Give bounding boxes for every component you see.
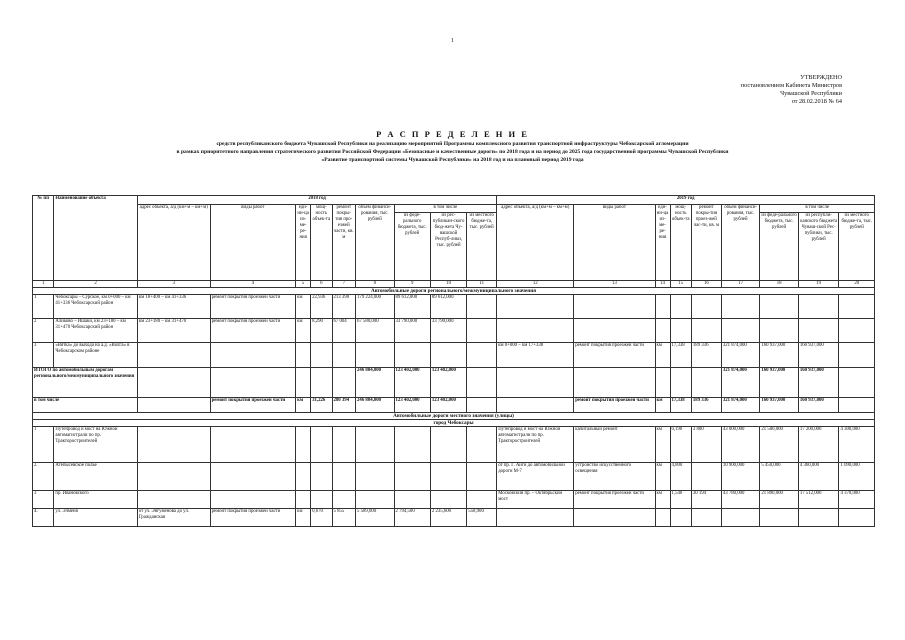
table-cell — [497, 368, 574, 398]
table-cell: пр. Ивановского — [54, 491, 137, 509]
table-cell: 321 874,000 — [721, 343, 760, 368]
column-number: 2 — [54, 281, 137, 288]
table-cell: 123 402,000 — [394, 368, 430, 398]
table-cell: км — [655, 463, 670, 491]
table-cell — [332, 491, 356, 509]
table-cell: 1,540 — [670, 491, 691, 509]
table-cell — [311, 427, 332, 463]
table-cell: 1 090,000 — [839, 463, 875, 491]
table-cell: 1 — [33, 427, 54, 463]
table-cell — [311, 343, 332, 368]
column-number: 12 — [497, 281, 574, 288]
table-row — [33, 427, 875, 463]
table-cell — [137, 368, 210, 398]
table-cell: ремонт покрытия проезжей части — [210, 509, 296, 527]
table-cell: 123 402,000 — [394, 398, 430, 413]
table-cell — [721, 509, 760, 527]
table-cell — [655, 368, 670, 398]
table-cell — [210, 368, 296, 398]
table-cell — [137, 427, 210, 463]
approval-stamp — [692, 74, 842, 106]
column-number: 11 — [467, 281, 497, 288]
table-cell: км — [296, 319, 311, 343]
table-cell: ремонт покрытия проезжей части — [210, 295, 296, 319]
table-cell: Чебоксары – Сурское, км 0+000 – км 41+336 Чебоксарский район — [54, 295, 137, 319]
table-cell: 8,290 — [311, 319, 332, 343]
table-cell: 179 224,000 — [356, 295, 395, 319]
table-cell: 21 890,000 — [760, 491, 799, 509]
table-cell — [296, 491, 311, 509]
table-cell: 3 — [33, 491, 54, 509]
table-cell: от ул. Энгуменова до ул. Гражданская — [137, 509, 210, 527]
table-cell — [394, 343, 430, 368]
table-cell — [691, 463, 721, 491]
table-cell — [210, 491, 296, 509]
column-number-row — [33, 281, 875, 288]
table-cell — [467, 343, 497, 368]
table-cell: 3 800 — [691, 427, 721, 463]
table-cell — [497, 319, 574, 343]
column-number: 5 — [296, 281, 311, 288]
table-cell: 2 794,500 — [394, 509, 430, 527]
table-cell: 2 — [33, 319, 54, 343]
table-cell: от пр. Г. Айги до автомобильной дороги М-7 — [497, 463, 574, 491]
table-cell: км — [296, 295, 311, 319]
column-number: 18 — [760, 281, 799, 288]
table-cell — [332, 463, 356, 491]
column-number: 3 — [137, 281, 210, 288]
table-cell — [394, 463, 430, 491]
table-cell: 160 937,000 — [798, 398, 839, 413]
table-cell — [760, 319, 799, 343]
table-cell: км 18+400 – км 41+336 — [137, 295, 210, 319]
table-cell: 5 855 — [332, 509, 356, 527]
table-cell — [430, 463, 466, 491]
table-row — [33, 491, 875, 509]
approval-line-3: Чувашской Республики — [780, 90, 842, 97]
table-cell: км — [655, 491, 670, 509]
header-repair: ремонт покры-тия про-езжей части, кв. м — [332, 205, 356, 281]
approval-line-1: УТВЕРЖДЕНО — [800, 74, 842, 81]
table-cell: 17,338 — [670, 398, 691, 413]
header-federal-19: из феде-рального бюджета, тыс. рублей — [760, 213, 799, 281]
header-in-total-19: в том числе — [760, 205, 875, 213]
column-number: 4 — [210, 281, 296, 288]
table-cell: 4 300,000 — [839, 427, 875, 463]
header-address: адрес объекта, а/д (км+м – км+м) — [137, 205, 210, 281]
table-cell: 4. — [33, 509, 54, 527]
table-cell — [760, 295, 799, 319]
table-cell: 33 790,000 — [394, 319, 430, 343]
table-cell: 67 580,000 — [356, 319, 395, 343]
table-cell: 17 512,000 — [798, 491, 839, 509]
table-cell: км 23+180 – км 31+470 — [137, 319, 210, 343]
table-cell — [394, 427, 430, 463]
column-number: 6 — [311, 281, 332, 288]
table-cell: ремонт покрытия проезжей части — [574, 491, 655, 509]
header-republic: из рес-публикан-ского бюд-жета Чу-вашской Респуб-лики, тыс. рублей — [430, 213, 466, 281]
table-cell: 67 004 — [332, 319, 356, 343]
table-cell — [497, 295, 574, 319]
table-cell — [839, 295, 875, 319]
table-cell: 4 378,000 — [839, 491, 875, 509]
header-name: Наименование объекта — [54, 196, 137, 281]
header-volume-19: объем финанси-рования, тыс. рублей — [721, 205, 760, 281]
table-cell — [574, 509, 655, 527]
table-cell: Атепысевское полье — [54, 463, 137, 491]
table-cell — [311, 463, 332, 491]
section-local-roads: Автомобильные дороги местного значения (улицы) — [33, 413, 875, 420]
table-cell — [721, 295, 760, 319]
table-cell: ИТОГО по автомобильным дорогам регионального/межмуниципального значения — [33, 368, 138, 398]
header-power-19: мощ-ность объек-та — [670, 205, 691, 281]
table-cell: км 0+000 – км 17+338 — [497, 343, 574, 368]
table-cell — [210, 463, 296, 491]
table-cell: 246 804,000 — [356, 368, 395, 398]
table-cell: 22,936 — [311, 295, 332, 319]
header-works: виды работ — [210, 205, 296, 281]
table-cell — [721, 319, 760, 343]
table-cell: ремонт покрытия проезжей части — [574, 398, 655, 413]
table-cell: 21 500,000 — [760, 427, 799, 463]
table-cell — [670, 319, 691, 343]
header-address-19: адрес объекта, а/д (км+м – км+м) — [497, 205, 574, 281]
table-cell — [210, 343, 296, 368]
header-local-19: из местного бюдже-та, тыс. рублей — [839, 213, 875, 281]
table-cell: км — [655, 427, 670, 463]
header-num: № пп — [33, 196, 54, 281]
header-power: мощ-ность объек-та — [311, 205, 332, 281]
table-cell: 5 450,000 — [760, 463, 799, 491]
table-cell: 3 — [33, 343, 54, 368]
header-volume: объем финанси-рования, тыс. рублей — [356, 205, 395, 281]
distribution-table — [32, 195, 875, 527]
table-cell — [574, 319, 655, 343]
table-cell — [670, 295, 691, 319]
approval-line-2: постановлением Кабинета Министров — [740, 82, 842, 89]
table-cell: в том числе — [33, 398, 138, 413]
table-cell — [467, 427, 497, 463]
table-cell — [296, 343, 311, 368]
column-number: 7 — [332, 281, 356, 288]
table-cell: 43 780,000 — [721, 491, 760, 509]
header-works-19: виды работ — [574, 205, 655, 281]
table-cell — [655, 319, 670, 343]
table-cell — [839, 509, 875, 527]
table-cell: Путепровод и мост на Южной автомагистрали по пр. Тракторостроителей — [54, 427, 137, 463]
table-cell — [798, 295, 839, 319]
table-cell — [137, 491, 210, 509]
table-cell: 123 402,000 — [430, 368, 466, 398]
table-cell: 280 394 — [332, 398, 356, 413]
table-cell: 160 937,000 — [798, 343, 839, 368]
table-cell — [691, 295, 721, 319]
column-number: 8 — [356, 281, 395, 288]
table-cell — [839, 398, 875, 413]
table-cell — [467, 463, 497, 491]
table-cell — [467, 368, 497, 398]
table-cell — [670, 368, 691, 398]
table-cell: 33 790,000 — [430, 319, 466, 343]
table-cell — [839, 343, 875, 368]
table-cell: 321 874,000 — [721, 368, 760, 398]
table-cell: «Вятка» до выхода на а.д. «Волга» в Чебоксарском районе — [54, 343, 137, 368]
document-title: Р А С П Р Е Д Е Л Е Н И Е — [376, 129, 529, 139]
table-cell: 0,190 — [670, 427, 691, 463]
table-cell — [655, 509, 670, 527]
table-cell: 2. — [33, 463, 54, 491]
table-cell: ремонт покрытия проезжей части — [210, 319, 296, 343]
header-in-total: в том числе — [394, 205, 497, 213]
table-cell: 43 000,000 — [721, 427, 760, 463]
section-city: город Чебоксары — [33, 420, 875, 427]
table-cell: км — [296, 398, 311, 413]
subtitle-line-2: в рамках приоритетного направления стратегического развития Российской Федерации «Безопасные и качественные дороги» по 2018 года и на период до 2025 года государственной программы Чувашской Республики — [176, 149, 729, 156]
column-number: 15 — [670, 281, 691, 288]
column-number: 14 — [655, 281, 670, 288]
column-number: 9 — [394, 281, 430, 288]
table-cell — [356, 491, 395, 509]
table-cell: 0,670 — [311, 509, 332, 527]
table-cell — [467, 295, 497, 319]
table-cell: км — [655, 398, 670, 413]
table-cell: 160 937,000 — [760, 343, 799, 368]
header-local: из местного бюдже-та, тыс. рублей — [467, 213, 497, 281]
table-cell: км — [655, 343, 670, 368]
column-number: 19 — [798, 281, 839, 288]
table-cell — [798, 509, 839, 527]
table-cell — [430, 491, 466, 509]
column-number: 16 — [691, 281, 721, 288]
header-federal: из феде-рального бюджета, тыс. рублей — [394, 213, 430, 281]
table-cell — [296, 463, 311, 491]
table-cell: 10 900,000 — [721, 463, 760, 491]
table-cell — [394, 491, 430, 509]
table-cell — [210, 427, 296, 463]
table-cell — [467, 319, 497, 343]
table-cell — [137, 398, 210, 413]
table-cell — [655, 295, 670, 319]
table-cell: 160 937,000 — [760, 368, 799, 398]
table-cell — [839, 368, 875, 398]
table-cell: 31,226 — [311, 398, 332, 413]
table-cell — [574, 368, 655, 398]
subtitle-line-3: «Развитие транспортной системы Чувашской Республики» на 2018 год и на плановый период 2019 года — [321, 157, 584, 164]
table-cell: 558,900 — [467, 509, 497, 527]
table-cell: км — [296, 509, 311, 527]
table-cell — [691, 509, 721, 527]
table-cell — [691, 319, 721, 343]
header-repair-19: ремонт покры-тия проез-жей час-ти, кв. м — [691, 205, 721, 281]
table-cell — [839, 319, 875, 343]
table-cell — [356, 427, 395, 463]
table-cell: 17 200,000 — [798, 427, 839, 463]
table-cell — [356, 343, 395, 368]
table-cell: ремонт покрытия проезжей части — [574, 343, 655, 368]
column-number: 20 — [839, 281, 875, 288]
table-cell: 123 402,000 — [430, 398, 466, 413]
header-unit: еди-ни-ца из-ме-ре-ния — [296, 205, 311, 281]
table-cell — [430, 427, 466, 463]
table-cell: 4 360,000 — [798, 463, 839, 491]
header-2018: 2018 год — [137, 196, 496, 205]
table-cell: 2 235,600 — [430, 509, 466, 527]
table-cell: Аликово – Ишаки, км 23+180 – км 31+470 Чебоксарский район — [54, 319, 137, 343]
table-cell — [311, 491, 332, 509]
table-cell — [574, 295, 655, 319]
table-cell: 160 937,000 — [760, 398, 799, 413]
total-row — [33, 368, 875, 398]
subtitle-line-1: средств республиканского бюджета Чувашской Республики на реализацию мероприятий Программы комплексного развития транспортной инфраструктуры Чебоксарской агломерации — [216, 141, 689, 147]
subtotal-row — [33, 398, 875, 413]
table-cell: Московский пр. – Октябрьский мост — [497, 491, 574, 509]
header-2019: 2019 год — [497, 196, 875, 205]
table-row — [33, 343, 875, 368]
table-cell — [356, 463, 395, 491]
section-regional: Автомобильные дороги регионального/межмуниципального значения — [33, 288, 875, 295]
page-number: 1 — [451, 38, 454, 44]
table-cell — [497, 398, 574, 413]
table-cell — [137, 343, 210, 368]
table-cell — [760, 509, 799, 527]
table-cell: 246 804,000 — [356, 398, 395, 413]
table-cell: 89 612,000 — [394, 295, 430, 319]
table-cell — [332, 368, 356, 398]
table-cell — [691, 368, 721, 398]
table-cell — [670, 509, 691, 527]
table-cell — [311, 368, 332, 398]
table-cell: устройство искусственного освещения — [574, 463, 655, 491]
table-cell — [497, 509, 574, 527]
table-cell: 89 612,000 — [430, 295, 466, 319]
table-cell — [798, 319, 839, 343]
table-cell: 17,338 — [670, 343, 691, 368]
table-cell — [137, 463, 210, 491]
table-cell: 30 194 — [691, 491, 721, 509]
table-cell: 321 874,000 — [721, 398, 760, 413]
table-cell: 213 390 — [332, 295, 356, 319]
table-cell: 1 — [33, 295, 54, 319]
table-cell — [467, 491, 497, 509]
header-republic-19: из республи-канского бюджета Чуваш-ской Рес-публики, тыс. рублей — [798, 213, 839, 281]
table-cell: ул. Элменя — [54, 509, 137, 527]
column-number: 17 — [721, 281, 760, 288]
table-row — [33, 509, 875, 527]
table-cell — [332, 427, 356, 463]
table-cell — [430, 343, 466, 368]
table-cell: капитальный ремонт — [574, 427, 655, 463]
table-cell: 189 336 — [691, 398, 721, 413]
table-cell — [296, 427, 311, 463]
column-number: 13 — [574, 281, 655, 288]
approval-line-4: от 28.02.2018 № 64 — [791, 98, 842, 105]
header-unit-19: еди-ни-ца из-ме-ре-ния — [655, 205, 670, 281]
document-subtitle — [30, 140, 875, 164]
column-number: 10 — [430, 281, 466, 288]
table-cell: 4,800 — [670, 463, 691, 491]
table-row — [33, 463, 875, 491]
table-row — [33, 295, 875, 319]
table-cell: 160 937,000 — [798, 368, 839, 398]
table-cell — [332, 343, 356, 368]
table-cell: ремонт покрытия проезжей части — [210, 398, 296, 413]
table-cell — [296, 368, 311, 398]
table-row — [33, 319, 875, 343]
table-cell — [467, 398, 497, 413]
table-cell: 189 336 — [691, 343, 721, 368]
table-cell: Путепровод и мост на Южной автомагистрали по пр. Тракторостроителей — [497, 427, 574, 463]
column-number: 1 — [33, 281, 54, 288]
table-cell: 5 589,000 — [356, 509, 395, 527]
